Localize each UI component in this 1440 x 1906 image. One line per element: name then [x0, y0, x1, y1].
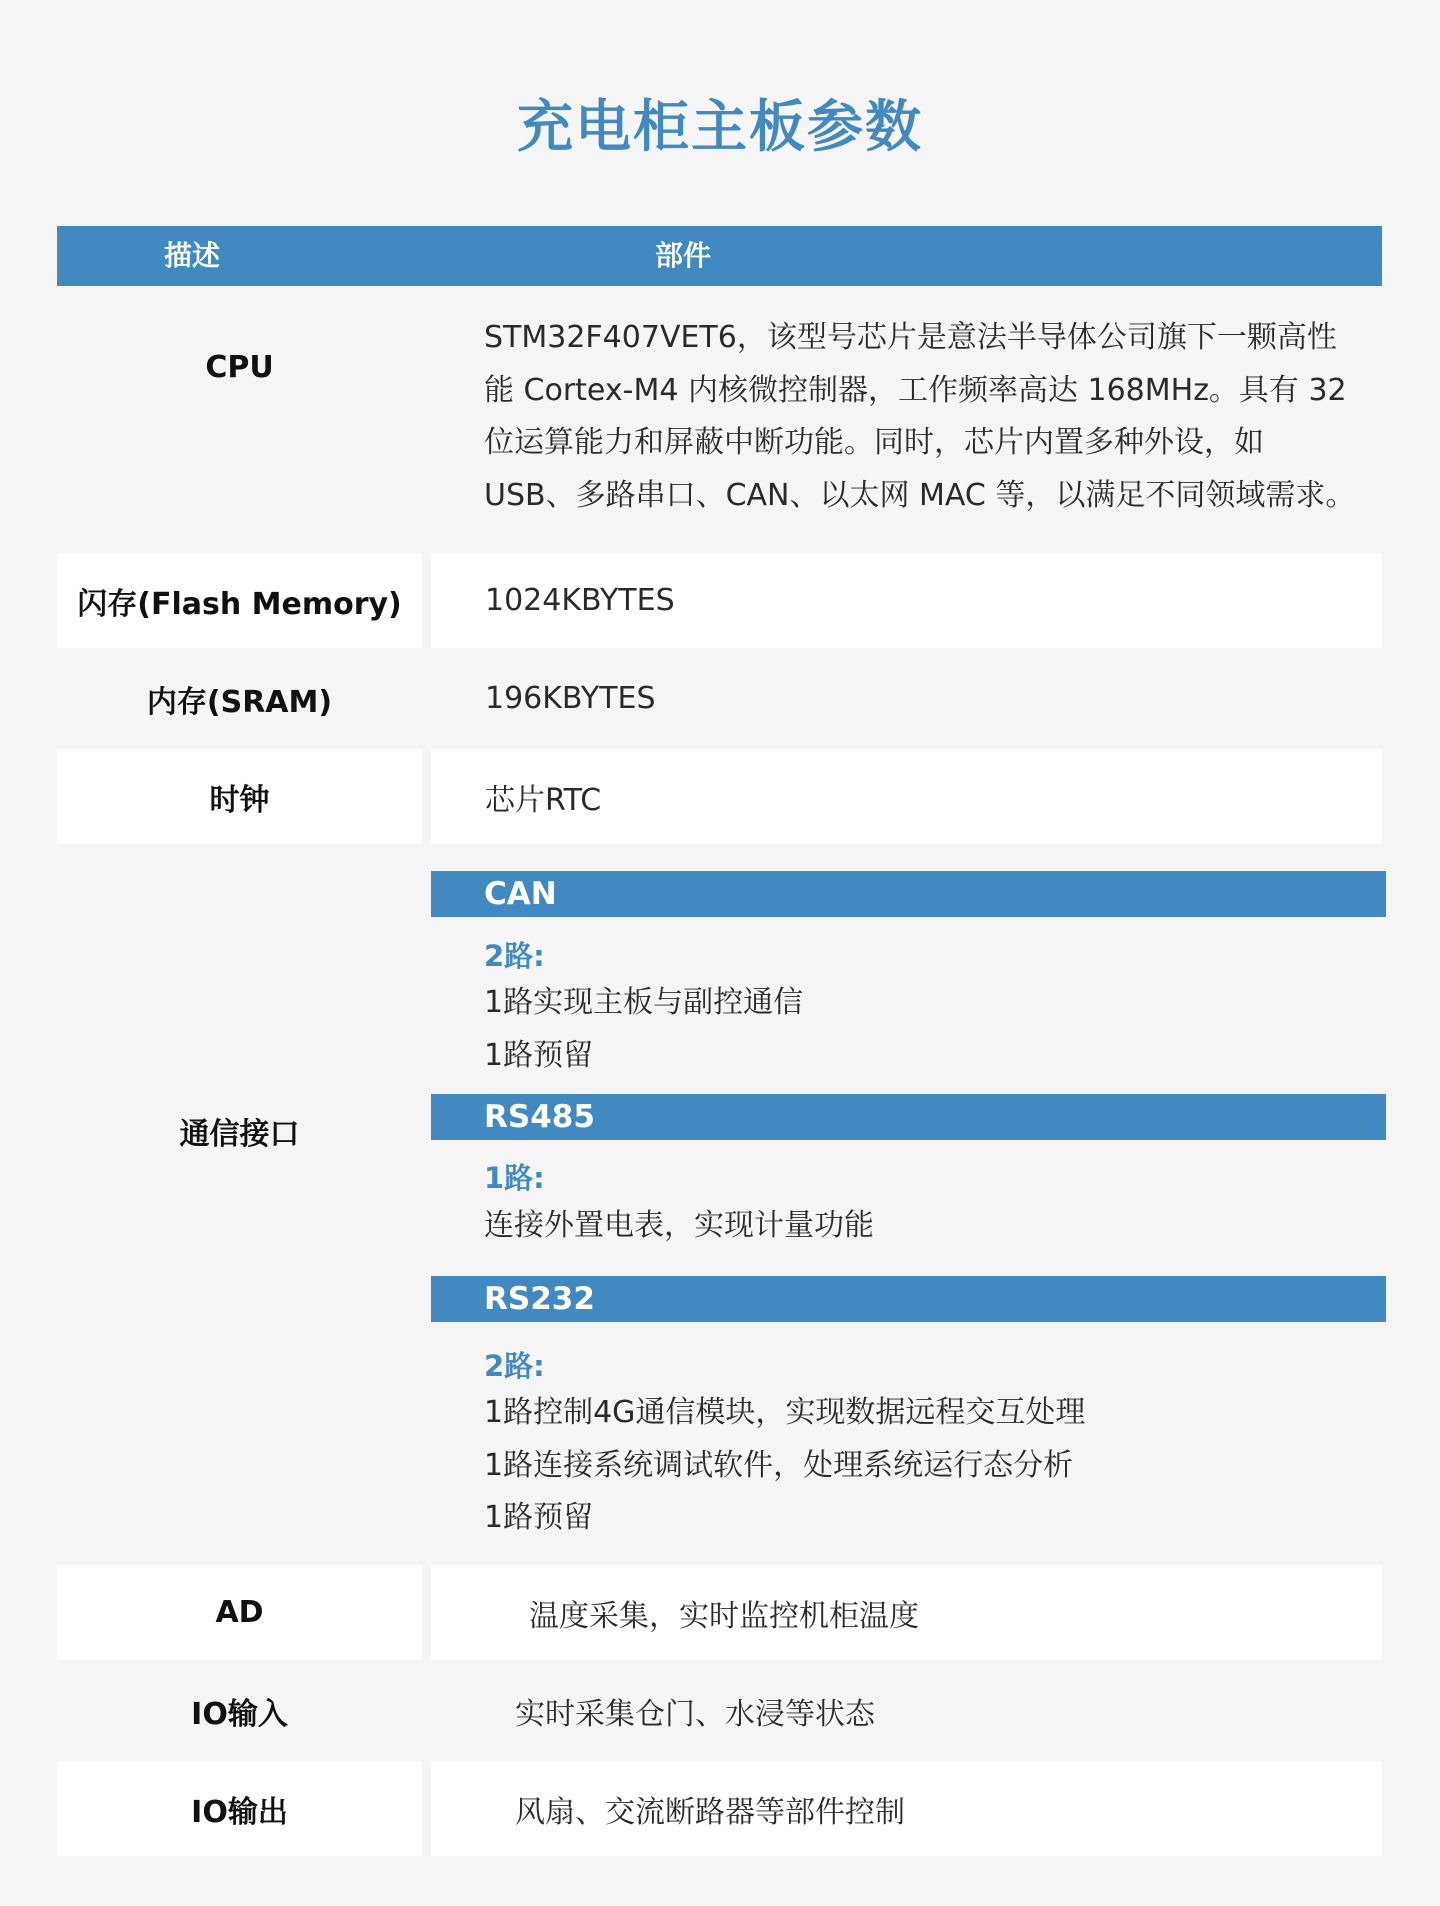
- io-output-value: 风扇、交流断路器等部件控制: [431, 1761, 1382, 1856]
- clock-label: 时钟: [57, 749, 422, 844]
- comm-label: 通信接口: [179, 1117, 300, 1152]
- can-count: 2路:: [484, 939, 545, 973]
- sram-value: 196KBYTES: [485, 681, 656, 716]
- row-sram: [57, 651, 1382, 746]
- rs232-line: 1路控制4G通信模块，实现数据远程交互处理: [484, 1395, 1086, 1430]
- row-ad: [57, 1565, 1382, 1660]
- flash-label: 闪存(Flash Memory): [57, 553, 422, 648]
- io-input-value: 实时采集仓门、水浸等状态: [515, 1696, 875, 1732]
- cpu-line: USB、多路串口、CAN、以太网 MAC 等，以满足不同领域需求。: [484, 477, 1356, 513]
- can-line: 1路实现主板与副控通信: [484, 985, 804, 1020]
- page-title: 充电柜主板参数: [517, 95, 923, 160]
- ad-label: AD: [57, 1565, 422, 1660]
- row-clock: [57, 749, 1382, 844]
- cpu-line: 能 Cortex-M4 内核微控制器，工作频率高达 168MHz。具有 32: [484, 372, 1347, 408]
- rs485-count: 1路:: [484, 1161, 545, 1195]
- row-io-output: [57, 1761, 1382, 1856]
- flash-value: 1024KBYTES: [431, 553, 1382, 648]
- io-input-label: IO输入: [191, 1696, 288, 1732]
- rs232-count: 2路:: [484, 1349, 545, 1383]
- io-output-label: IO输出: [57, 1761, 422, 1856]
- header-desc: 描述: [164, 239, 221, 272]
- rs232-line: 1路预留: [484, 1500, 594, 1535]
- rs485-title-bar: RS485: [431, 1094, 1386, 1140]
- rs232-title-bar: RS232: [431, 1276, 1386, 1322]
- cpu-line: 位运算能力和屏蔽中断功能。同时，芯片内置多种外设，如: [484, 425, 1264, 460]
- row-io-input: [57, 1663, 1382, 1758]
- rs232-line: 1路连接系统调试软件，处理系统运行态分析: [484, 1448, 1074, 1483]
- clock-value: 芯片RTC: [431, 749, 1382, 844]
- table-header: [57, 226, 1382, 286]
- can-title-bar: CAN: [431, 871, 1386, 917]
- cpu-description: [484, 312, 1364, 522]
- ad-value: 温度采集，实时监控机柜温度: [431, 1565, 1382, 1660]
- header-part: 部件: [655, 239, 712, 272]
- cpu-line: STM32F407VET6，该型号芯片是意法半导体公司旗下一颗高性: [484, 320, 1337, 355]
- rs485-line: 连接外置电表，实现计量功能: [484, 1208, 874, 1243]
- can-line: 1路预留: [484, 1038, 594, 1073]
- sram-label: 内存(SRAM): [146, 684, 333, 720]
- row-flash: [57, 553, 1382, 648]
- cpu-label: CPU: [205, 350, 274, 385]
